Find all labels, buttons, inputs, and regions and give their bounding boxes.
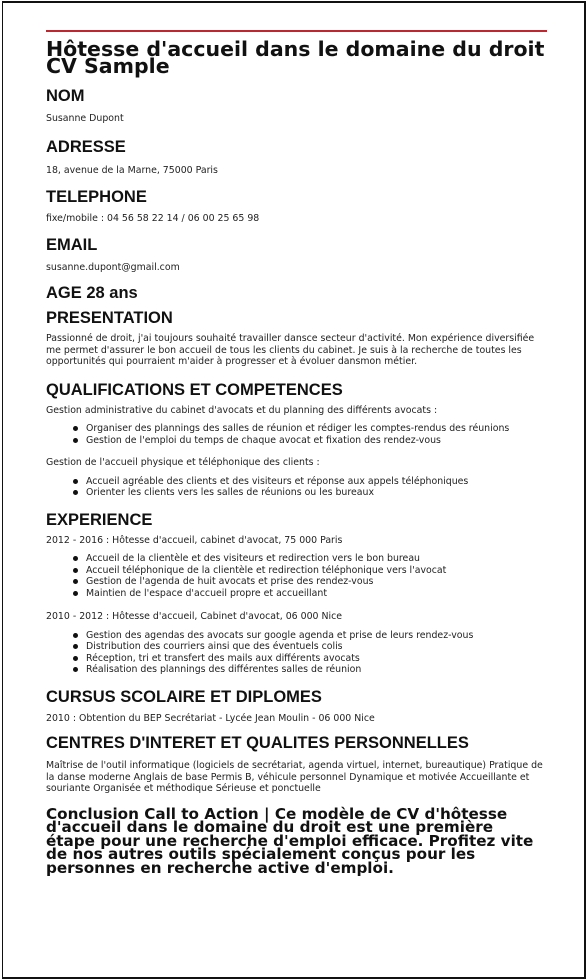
list-item: Gestion des agendas des avocats sur google agenda et prise de leurs rendez-vous bbox=[86, 630, 546, 642]
cv-content bbox=[46, 37, 546, 877]
cv-page bbox=[2, 1, 586, 979]
job-list-2 bbox=[46, 630, 546, 676]
page-title-line2: CV Sample bbox=[46, 54, 170, 78]
header-rule bbox=[46, 30, 547, 32]
conclusion-cta: Conclusion Call to Action | Ce modèle de CV d'hôtesse d'accueil dans le domaine du droit est une première étape pour une recherche d'emploi efficace. Profitez vite de nos autres outils spécialement conçus pour les personnes en recherche active d'emploi. bbox=[46, 804, 534, 877]
list-item: Orienter les clients vers les salles de réunions ou les bureaux bbox=[86, 487, 546, 499]
list-item: Réception, tri et transfert des mails aux différents avocats bbox=[86, 653, 546, 665]
cursus-value: 2010 : Obtention du BEP Secrétariat - Lycée Jean Moulin - 06 000 Nice bbox=[46, 712, 375, 724]
telephone-value: fixe/mobile : 04 56 58 22 14 / 06 00 25 65 98 bbox=[46, 213, 260, 224]
qualifications-heading: QUALIFICATIONS ET COMPETENCES bbox=[46, 380, 343, 399]
telephone-heading: TELEPHONE bbox=[46, 188, 147, 206]
qualifications-intro-2: Gestion de l'accueil physique et téléphonique des clients : bbox=[46, 457, 320, 468]
qualifications-list-2 bbox=[46, 476, 546, 499]
adresse-heading: ADRESSE bbox=[46, 138, 126, 156]
list-item: Maintien de l'espace d'accueil propre et accueillant bbox=[86, 588, 546, 600]
nom-value: Susanne Dupont bbox=[46, 113, 124, 124]
interets-heading: CENTRES D'INTERET ET QUALITES PERSONNELLES bbox=[46, 734, 469, 752]
list-item: Accueil téléphonique de la clientèle et redirection téléphonique vers l'avocat bbox=[86, 565, 546, 577]
list-item: Organiser des plannings des salles de réunion et rédiger les comptes-rendus des réunions bbox=[86, 423, 546, 435]
job-title-2: 2010 - 2012 : Hôtesse d'accueil, Cabinet d'avocat, 06 000 Nice bbox=[46, 611, 343, 622]
email-value: susanne.dupont@gmail.com bbox=[46, 262, 180, 273]
qualifications-intro-1: Gestion administrative du cabinet d'avocats et du planning des différents avocats : bbox=[46, 404, 438, 416]
job-list-1 bbox=[46, 553, 546, 599]
presentation-heading: PRESENTATION bbox=[46, 309, 173, 327]
nom-heading: NOM bbox=[46, 87, 85, 105]
list-item: Accueil de la clientèle et des visiteurs et redirection vers le bon bureau bbox=[86, 553, 546, 565]
cursus-heading: CURSUS SCOLAIRE ET DIPLOMES bbox=[46, 687, 322, 706]
job-title-1: 2012 - 2016 : Hôtesse d'accueil, cabinet d'avocat, 75 000 Paris bbox=[46, 534, 343, 546]
age-heading: AGE 28 ans bbox=[46, 284, 138, 302]
presentation-text: Passionné de droit, j'ai toujours souhaité travailler dansce secteur d'activité. Mon expérience diversifiée me permet d'assurer le bon accueil de tous les clients du cabinet. Je suis à la recherche de toutes les opportunités qui pourraient m'aider à progresser et à évoluer dansmon métier. bbox=[46, 333, 535, 367]
experience-heading: EXPERIENCE bbox=[46, 510, 153, 529]
list-item: Accueil agréable des clients et des visiteurs et réponse aux appels téléphoniques bbox=[86, 476, 546, 488]
email-heading: EMAIL bbox=[46, 236, 98, 254]
page-title bbox=[46, 37, 546, 78]
interets-text: Maîtrise de l'outil informatique (logiciels de secrétariat, agenda virtuel, internet, bureautique) Pratique de la danse moderne Anglais de base Permis B, véhicule personnel Dynamique et motivée Accueillante et souriante Organisée et méthodique Sérieuse et ponctuelle bbox=[46, 760, 543, 794]
list-item: Gestion de l'emploi du temps de chaque avocat et fixation des rendez-vous bbox=[86, 435, 546, 447]
qualifications-list-1 bbox=[46, 423, 546, 446]
page-title-line1: Hôtesse d'accueil dans le domaine du droit bbox=[46, 37, 545, 61]
adresse-value: 18, avenue de la Marne, 75000 Paris bbox=[46, 165, 218, 176]
list-item: Gestion de l'agenda de huit avocats et prise des rendez-vous bbox=[86, 576, 546, 588]
list-item: Réalisation des plannings des différentes salles de réunion bbox=[86, 664, 546, 676]
list-item: Distribution des courriers ainsi que des éventuels colis bbox=[86, 641, 546, 653]
